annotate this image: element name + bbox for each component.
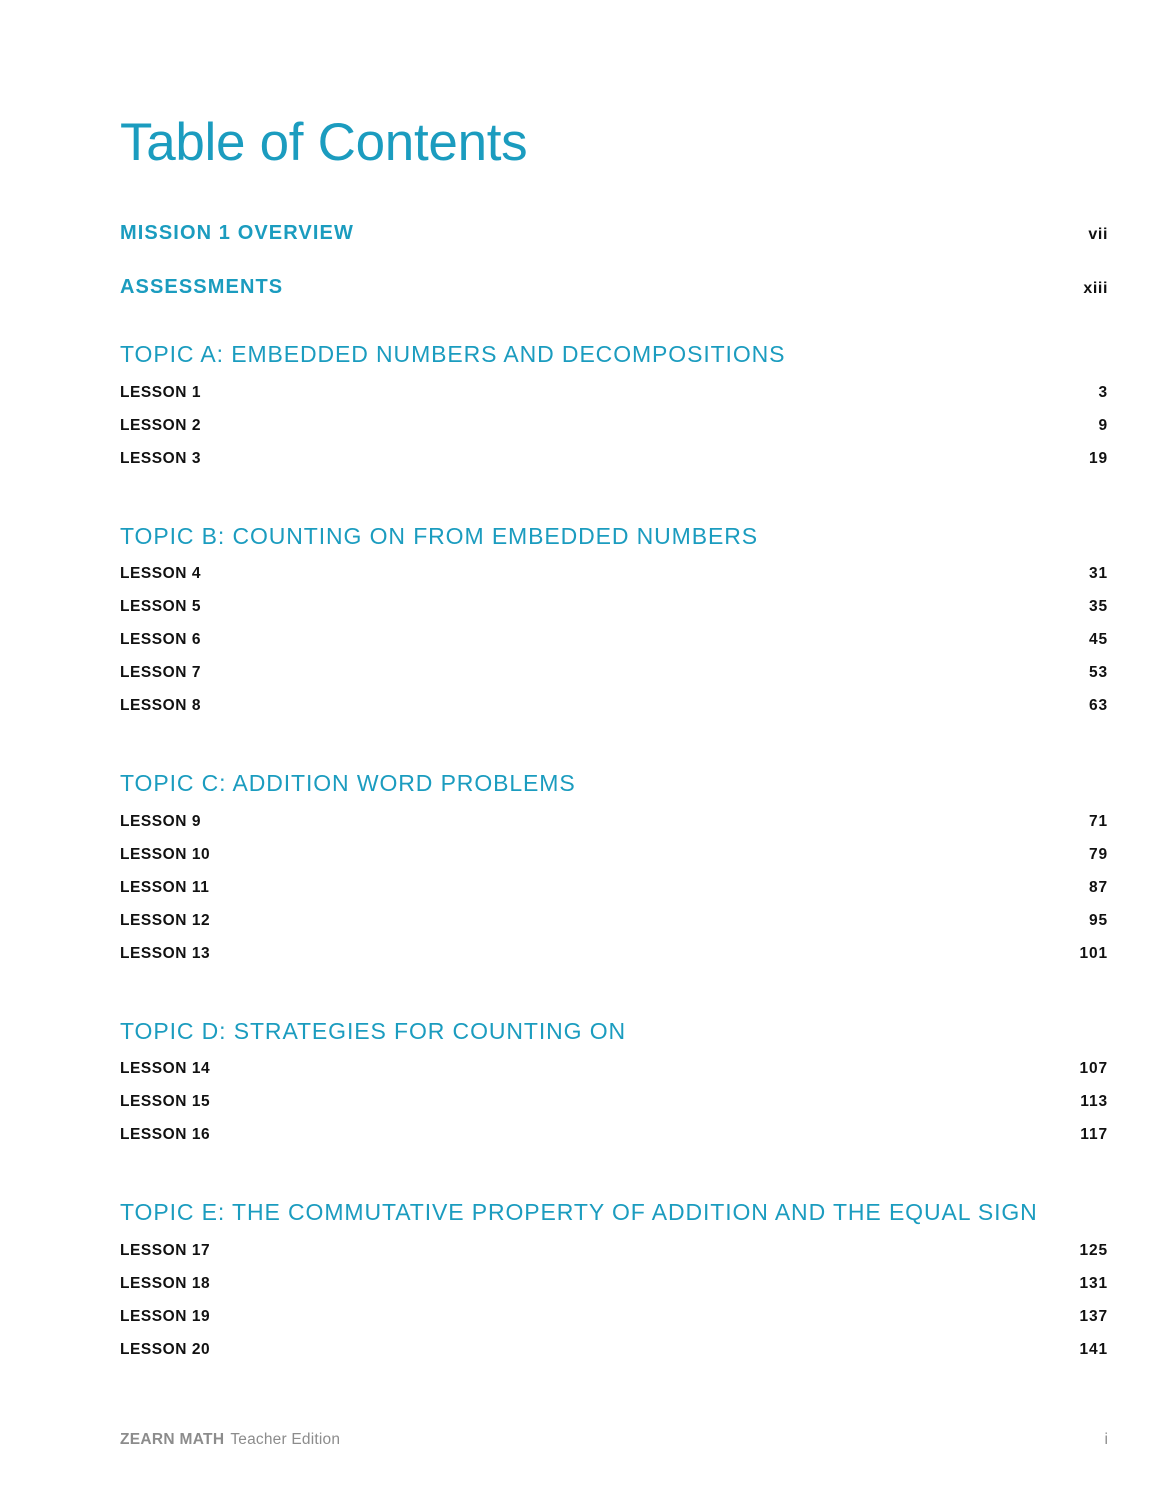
lesson-page-number: 35 — [1088, 598, 1108, 616]
topic-heading[interactable]: TOPIC A: EMBEDDED NUMBERS AND DECOMPOSITIONS — [120, 341, 786, 367]
lesson-page-number: 113 — [1080, 1093, 1108, 1111]
footer-brand: ZEARN MATH — [120, 1431, 225, 1448]
lesson-page-number: 101 — [1079, 944, 1108, 962]
lesson-list — [120, 565, 1108, 730]
lesson-row[interactable] — [120, 697, 1108, 730]
lesson-list — [120, 813, 1108, 978]
lesson-label: LESSON 8 — [120, 697, 202, 715]
lesson-label: LESSON 12 — [120, 911, 211, 929]
lesson-row[interactable] — [120, 912, 1108, 945]
front-matter-row-mission-overview[interactable] — [120, 221, 1108, 245]
toc-content — [120, 0, 1108, 1374]
lesson-row[interactable] — [120, 1308, 1108, 1341]
lesson-row[interactable] — [120, 565, 1108, 598]
lesson-page-number: 125 — [1079, 1241, 1108, 1259]
lesson-label: LESSON 16 — [120, 1126, 211, 1144]
topic-section-e — [120, 1199, 1108, 1374]
lesson-page-number: 87 — [1088, 878, 1108, 896]
lesson-label: LESSON 15 — [120, 1093, 211, 1111]
lesson-label: LESSON 11 — [120, 878, 210, 896]
lesson-page-number: 3 — [1098, 383, 1108, 401]
lesson-row[interactable] — [120, 1093, 1108, 1126]
lesson-label: LESSON 9 — [120, 812, 202, 830]
lesson-row[interactable] — [120, 384, 1108, 417]
lesson-label: LESSON 19 — [120, 1307, 211, 1325]
front-matter-label: ASSESSMENTS — [120, 276, 284, 298]
lesson-page-number: 137 — [1079, 1307, 1108, 1325]
lesson-label: LESSON 2 — [120, 416, 202, 434]
lesson-page-number: 107 — [1079, 1060, 1108, 1078]
page-footer — [120, 1431, 1108, 1449]
lesson-page-number: 141 — [1079, 1340, 1108, 1358]
topic-heading[interactable]: TOPIC E: THE COMMUTATIVE PROPERTY OF ADDITION AND THE EQUAL SIGN — [120, 1199, 1038, 1226]
lesson-label: LESSON 5 — [120, 598, 202, 616]
lesson-row[interactable] — [120, 1341, 1108, 1374]
front-matter-page-number: xiii — [1083, 280, 1108, 297]
topic-section-a — [120, 341, 1108, 483]
front-matter-page-number: vii — [1088, 226, 1108, 243]
lesson-page-number: 95 — [1088, 911, 1108, 929]
lesson-label: LESSON 7 — [120, 664, 202, 682]
lesson-page-number: 117 — [1080, 1126, 1108, 1144]
lesson-page-number: 31 — [1088, 565, 1108, 583]
lesson-row[interactable] — [120, 1242, 1108, 1275]
lesson-label: LESSON 14 — [120, 1060, 211, 1078]
topic-heading[interactable]: TOPIC D: STRATEGIES FOR COUNTING ON — [120, 1017, 627, 1044]
lesson-page-number: 19 — [1088, 449, 1108, 467]
lesson-label: LESSON 3 — [120, 449, 202, 467]
lesson-row[interactable] — [120, 631, 1108, 664]
lesson-page-number: 45 — [1088, 631, 1108, 649]
footer-page-number: i — [1104, 1431, 1108, 1448]
lesson-label: LESSON 4 — [120, 565, 202, 583]
front-matter-label: MISSION 1 OVERVIEW — [120, 222, 354, 244]
lesson-page-number: 53 — [1088, 664, 1108, 682]
lesson-row[interactable] — [120, 846, 1108, 879]
lesson-row[interactable] — [120, 1060, 1108, 1093]
topic-section-b — [120, 523, 1108, 731]
lesson-row[interactable] — [120, 450, 1108, 483]
topic-section-c — [120, 770, 1108, 978]
lesson-label: LESSON 1 — [120, 383, 202, 401]
lesson-label: LESSON 18 — [120, 1274, 211, 1292]
lesson-row[interactable] — [120, 598, 1108, 631]
topic-heading[interactable]: TOPIC B: COUNTING ON FROM EMBEDDED NUMBERS — [120, 522, 758, 549]
lesson-label: LESSON 13 — [120, 944, 211, 962]
lesson-list — [120, 1060, 1108, 1159]
lesson-page-number: 71 — [1088, 812, 1108, 830]
lesson-row[interactable] — [120, 664, 1108, 697]
topic-section-d — [120, 1018, 1108, 1160]
footer-edition: Teacher Edition — [230, 1431, 341, 1448]
lesson-row[interactable] — [120, 1275, 1108, 1308]
lesson-label: LESSON 17 — [120, 1241, 211, 1259]
lesson-row[interactable] — [120, 879, 1108, 912]
lesson-page-number: 63 — [1088, 697, 1108, 715]
lesson-page-number: 79 — [1088, 845, 1108, 863]
lesson-row[interactable] — [120, 417, 1108, 450]
lesson-row[interactable] — [120, 1126, 1108, 1159]
topic-heading[interactable]: TOPIC C: ADDITION WORD PROBLEMS — [120, 770, 576, 797]
lesson-row[interactable] — [120, 813, 1108, 846]
lesson-page-number: 9 — [1098, 416, 1108, 434]
lesson-label: LESSON 10 — [120, 845, 211, 863]
lesson-label: LESSON 6 — [120, 631, 202, 649]
lesson-list — [120, 1242, 1108, 1374]
lesson-page-number: 131 — [1079, 1274, 1108, 1292]
page-title: Table of Contents — [120, 113, 528, 172]
lesson-list — [120, 384, 1108, 483]
footer-brand-group — [120, 1431, 340, 1449]
lesson-row[interactable] — [120, 945, 1108, 978]
lesson-label: LESSON 20 — [120, 1340, 211, 1358]
front-matter-row-assessments[interactable] — [120, 275, 1108, 299]
